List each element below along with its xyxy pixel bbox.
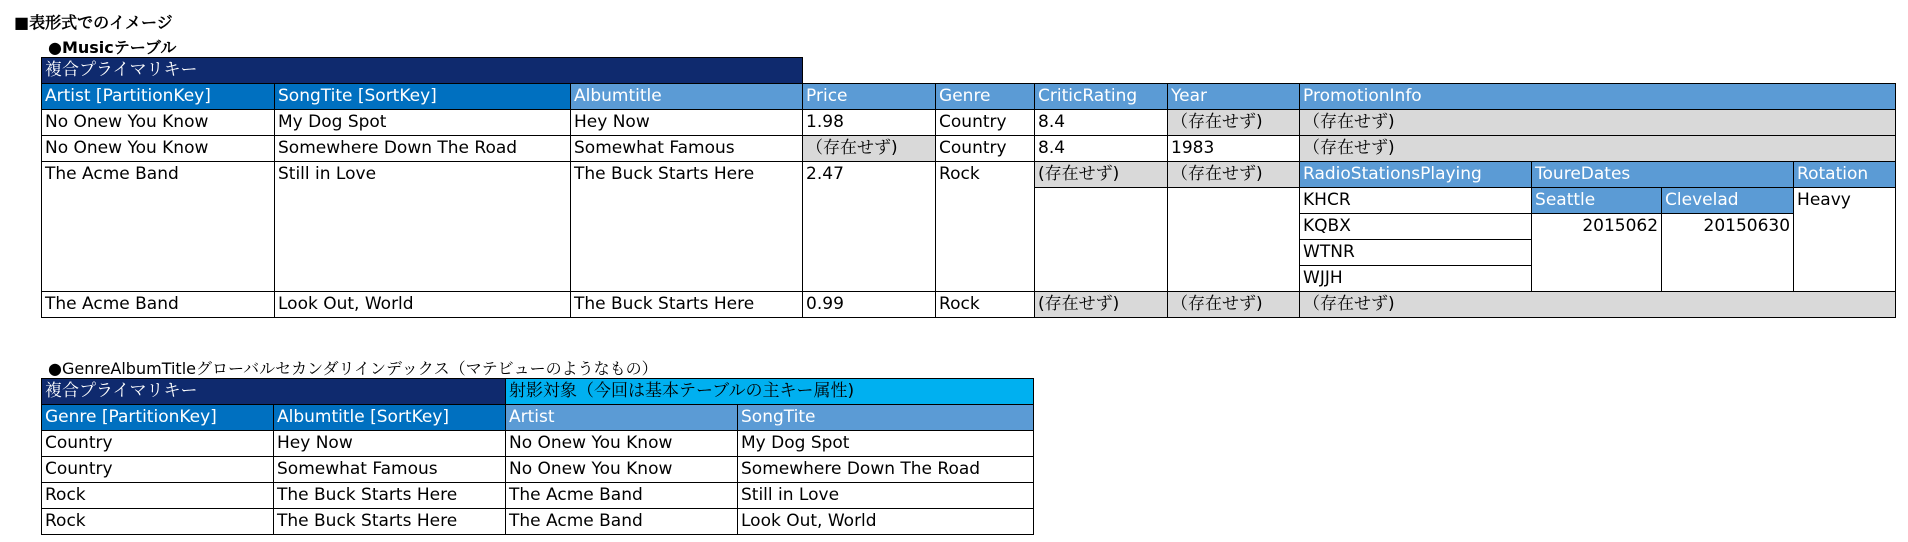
header-artist[interactable]: Artist [PartitionKey] <box>42 84 275 110</box>
cell-station[interactable]: KHCR <box>1300 188 1532 214</box>
cell-rating-not-exist[interactable]: (存在せず) <box>1035 292 1168 318</box>
gsi-header-album[interactable]: Albumtitle [SortKey] <box>274 405 506 431</box>
gsi-cell-genre[interactable]: Country <box>42 457 274 483</box>
cell-year-not-exist[interactable]: （存在せず) <box>1168 110 1300 136</box>
gsi-cell-genre[interactable]: Country <box>42 431 274 457</box>
table-row <box>42 457 1034 483</box>
cell-album[interactable]: Somewhat Famous <box>571 136 803 162</box>
cell-artist[interactable]: The Acme Band <box>42 292 275 318</box>
gsi-cell-album[interactable]: The Buck Starts Here <box>274 483 506 509</box>
cell-year-not-exist[interactable]: （存在せず) <box>1168 162 1300 188</box>
table-row <box>42 162 1896 188</box>
cell-song[interactable]: Still in Love <box>275 162 571 292</box>
header-price[interactable]: Price <box>803 84 936 110</box>
bullet: ● <box>48 38 62 57</box>
cell-station[interactable]: KQBX <box>1300 214 1532 240</box>
gsi-cell-artist[interactable]: No Onew You Know <box>506 457 738 483</box>
cell-price[interactable]: 1.98 <box>803 110 936 136</box>
gsi-table-title: ●GenreAlbumTitleグローバルセカンダリインデックス（マテビューのようなもの） <box>48 359 658 378</box>
composite-key-row <box>42 379 1034 405</box>
cell-station[interactable]: WJJH <box>1300 266 1532 292</box>
cell-promotion-not-exist[interactable]: （存在せず) <box>1300 136 1896 162</box>
table-row <box>42 110 1896 136</box>
cell-station[interactable]: WTNR <box>1300 240 1532 266</box>
gsi-cell-song[interactable]: Somewhere Down The Road <box>738 457 1034 483</box>
cell-genre[interactable]: Rock <box>936 162 1035 292</box>
cell-date-clevelad[interactable]: 20150630 <box>1662 214 1794 292</box>
gsi-cell-song[interactable]: Look Out, World <box>738 509 1034 535</box>
gsi-header-artist[interactable]: Artist <box>506 405 738 431</box>
header-song[interactable]: SongTite [SortKey] <box>275 84 571 110</box>
gsi-cell-artist[interactable]: The Acme Band <box>506 509 738 535</box>
cell-song[interactable]: Somewhere Down The Road <box>275 136 571 162</box>
cell-price[interactable]: 2.47 <box>803 162 936 292</box>
cell-date-seattle[interactable]: 2015062 <box>1532 214 1662 292</box>
cell-price-not-exist[interactable]: （存在せず) <box>803 136 936 162</box>
cell-artist[interactable]: No Onew You Know <box>42 110 275 136</box>
table-row <box>42 292 1896 318</box>
gsi-cell-song[interactable]: My Dog Spot <box>738 431 1034 457</box>
cell-rating[interactable]: 8.4 <box>1035 110 1168 136</box>
table-row <box>42 483 1034 509</box>
page-heading: ■表形式でのイメージ <box>14 13 173 32</box>
cell-album[interactable]: Hey Now <box>571 110 803 136</box>
gsi-composite-key-label: 複合プライマリキー <box>42 379 506 405</box>
header-radio-stations[interactable]: RadioStationsPlaying <box>1300 162 1532 188</box>
table-row <box>42 431 1034 457</box>
gsi-cell-album[interactable]: Hey Now <box>274 431 506 457</box>
cell-year-not-exist[interactable]: （存在せず) <box>1168 292 1300 318</box>
cell-song[interactable]: Look Out, World <box>275 292 571 318</box>
gsi-cell-artist[interactable]: The Acme Band <box>506 483 738 509</box>
gsi-cell-genre[interactable]: Rock <box>42 483 274 509</box>
header-genre[interactable]: Genre <box>936 84 1035 110</box>
header-city-seattle[interactable]: Seattle <box>1532 188 1662 214</box>
header-rotation[interactable]: Rotation <box>1794 162 1896 188</box>
header-album[interactable]: Albumtitle <box>571 84 803 110</box>
header-row <box>42 84 1896 110</box>
gsi-table <box>41 378 1034 535</box>
cell-promotion-not-exist[interactable]: （存在せず) <box>1300 110 1896 136</box>
header-critic-rating[interactable]: CriticRating <box>1035 84 1168 110</box>
cell-genre[interactable]: Rock <box>936 292 1035 318</box>
gsi-cell-song[interactable]: Still in Love <box>738 483 1034 509</box>
cell-artist[interactable]: The Acme Band <box>42 162 275 292</box>
header-row <box>42 405 1034 431</box>
cell-rating-not-exist[interactable]: (存在せず) <box>1035 162 1168 188</box>
cell-genre[interactable]: Country <box>936 110 1035 136</box>
header-city-clevelad[interactable]: Clevelad <box>1662 188 1794 214</box>
gsi-cell-album[interactable]: The Buck Starts Here <box>274 509 506 535</box>
table-row <box>42 136 1896 162</box>
cell-album[interactable]: The Buck Starts Here <box>571 292 803 318</box>
cell-promotion-not-exist[interactable]: （存在せず) <box>1300 292 1896 318</box>
composite-key-label: 複合プライマリキー <box>42 58 803 84</box>
cell-artist[interactable]: No Onew You Know <box>42 136 275 162</box>
gsi-cell-genre[interactable]: Rock <box>42 509 274 535</box>
cell-year[interactable]: 1983 <box>1168 136 1300 162</box>
gsi-projection-label: 射影対象（今回は基本テーブルの主キー属性) <box>506 379 1034 405</box>
composite-key-row <box>42 58 1896 84</box>
header-tour-dates[interactable]: ToureDates <box>1532 162 1794 188</box>
music-table-suffix: テーブル <box>113 38 177 57</box>
cell-song[interactable]: My Dog Spot <box>275 110 571 136</box>
header-promotion-info[interactable]: PromotionInfo <box>1300 84 1896 110</box>
table-row <box>42 509 1034 535</box>
cell-price[interactable]: 0.99 <box>803 292 936 318</box>
gsi-cell-artist[interactable]: No Onew You Know <box>506 431 738 457</box>
music-table-title <box>48 35 176 58</box>
music-table-name: Music <box>61 38 114 57</box>
music-table <box>41 57 1896 318</box>
cell-album[interactable]: The Buck Starts Here <box>571 162 803 292</box>
cell-rotation[interactable]: Heavy <box>1794 188 1896 292</box>
cell-rating[interactable]: 8.4 <box>1035 136 1168 162</box>
header-year[interactable]: Year <box>1168 84 1300 110</box>
gsi-header-genre[interactable]: Genre [PartitionKey] <box>42 405 274 431</box>
cell-genre[interactable]: Country <box>936 136 1035 162</box>
gsi-header-song[interactable]: SongTite <box>738 405 1034 431</box>
gsi-cell-album[interactable]: Somewhat Famous <box>274 457 506 483</box>
